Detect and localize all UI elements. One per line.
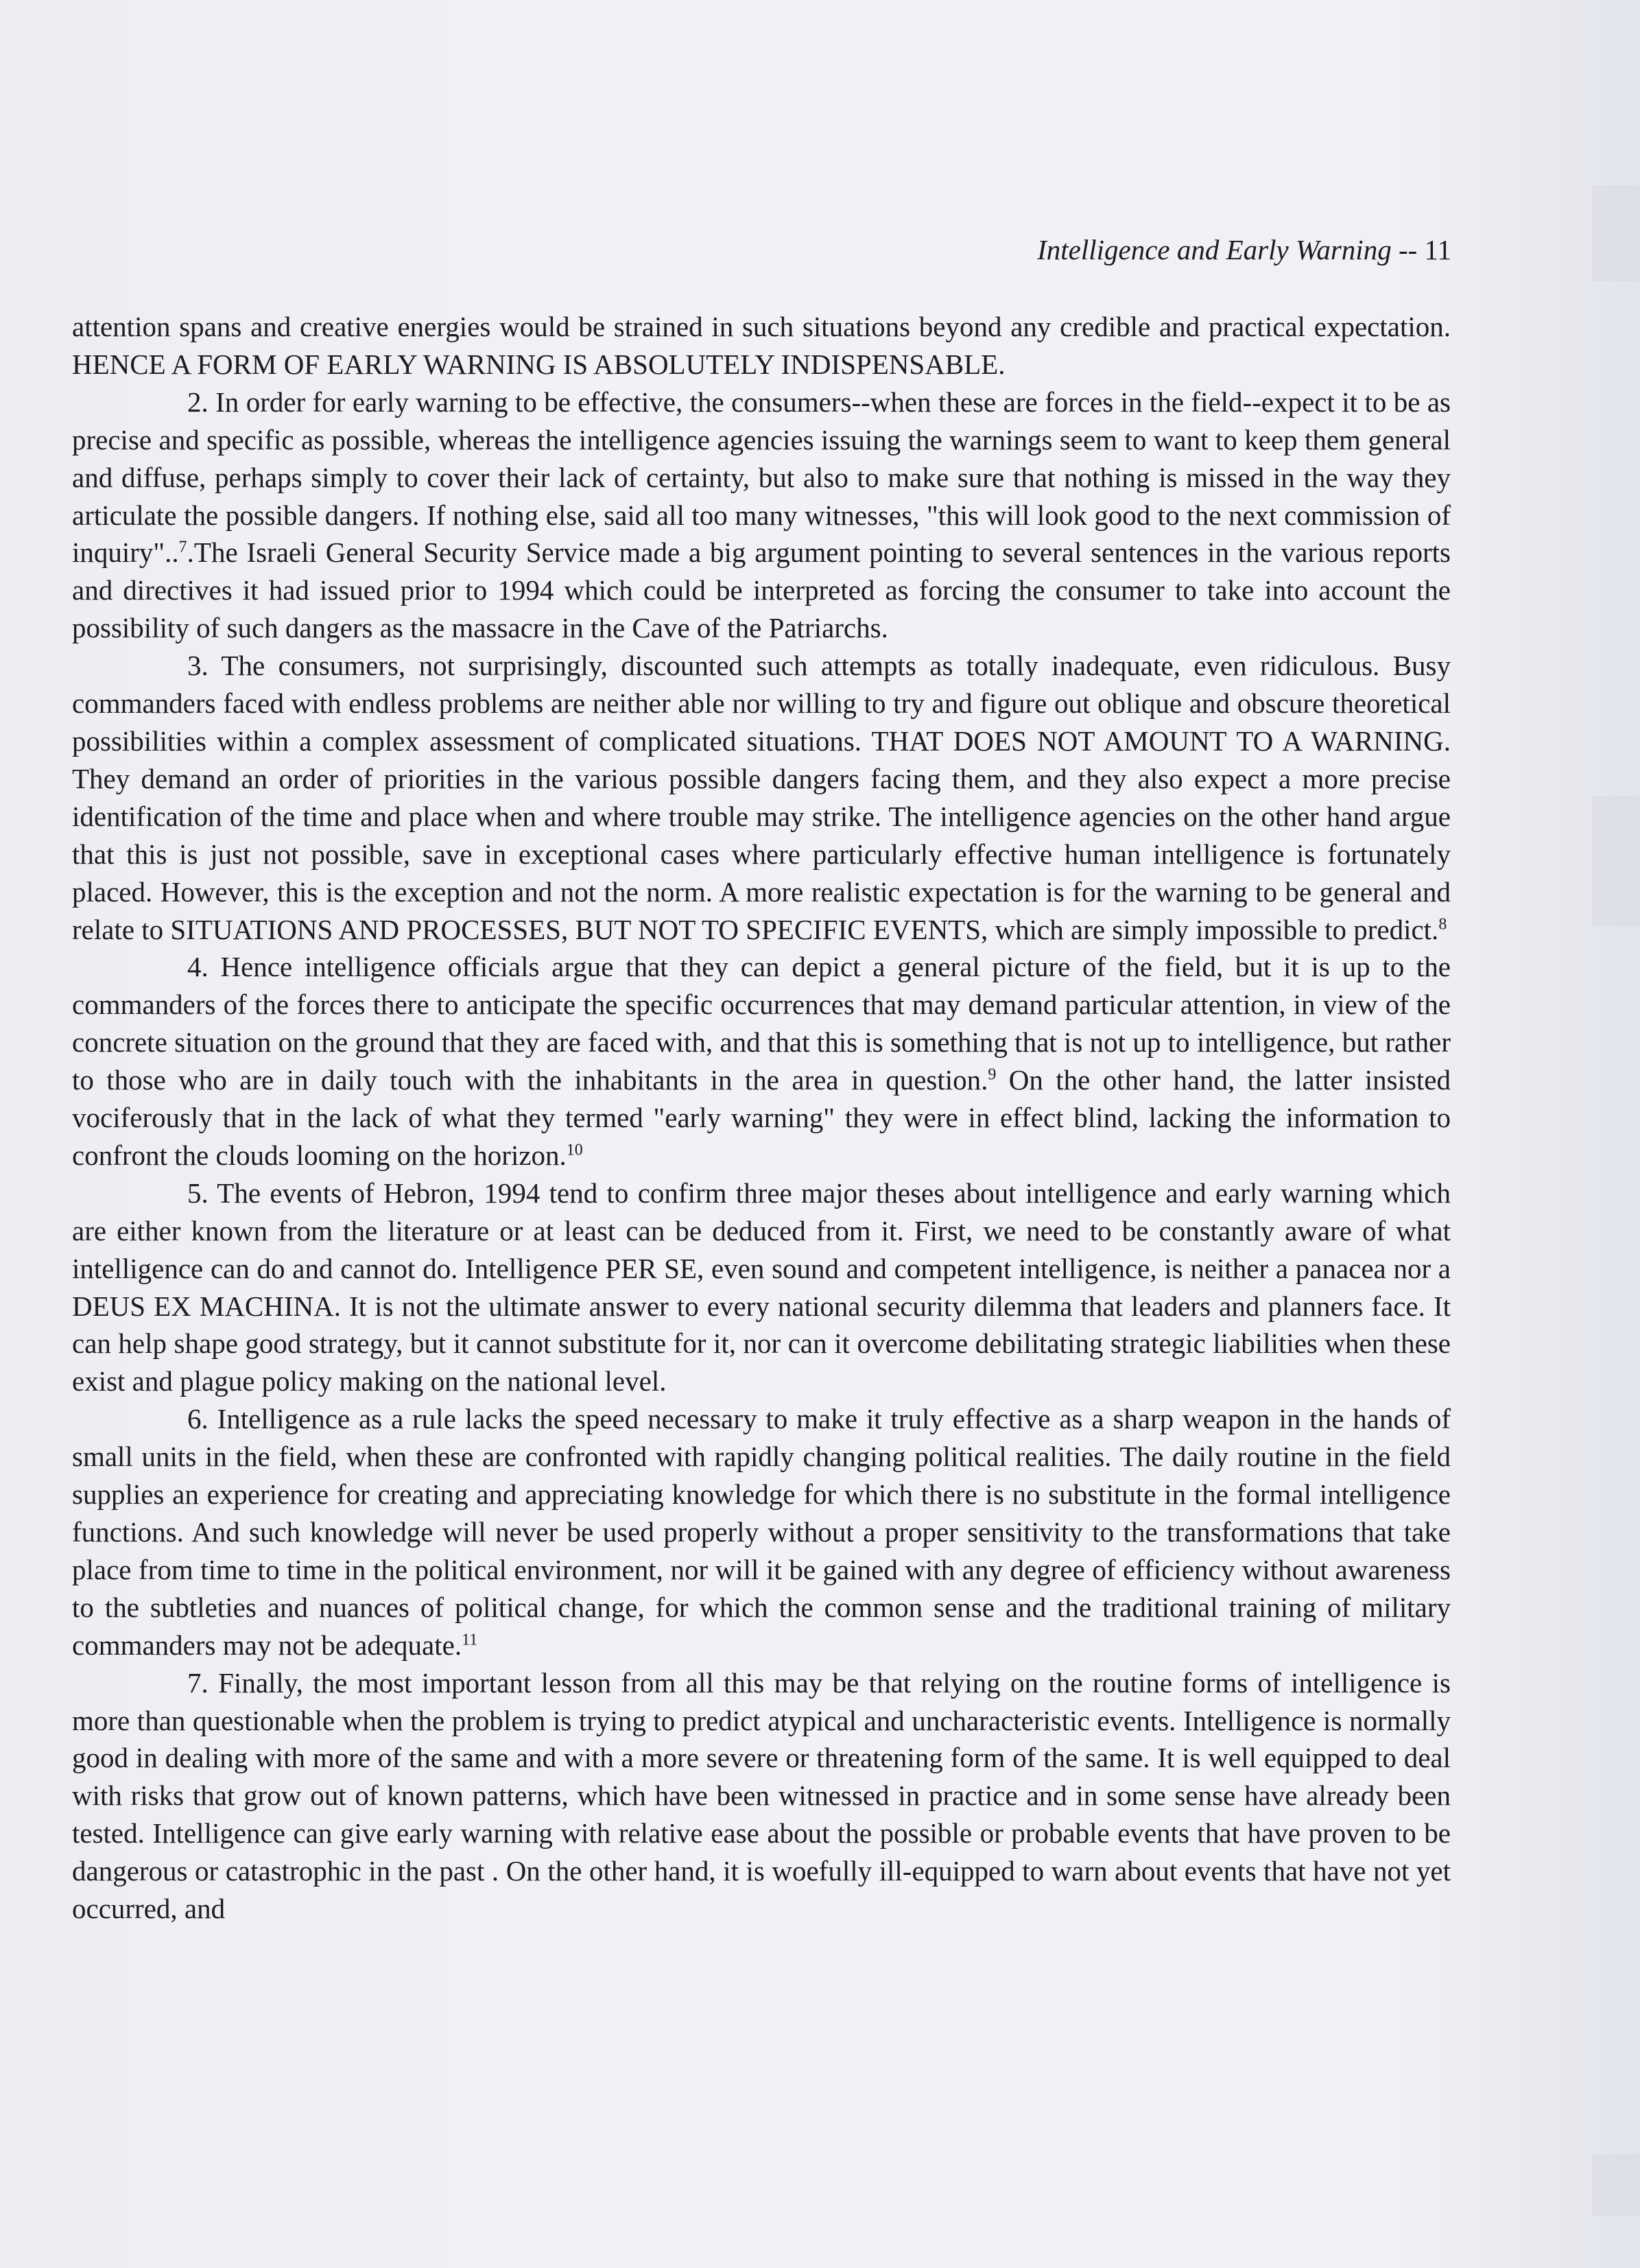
paragraph-3 [72,647,1451,948]
running-header-separator: -- [1391,234,1425,265]
paragraph-text: 5. The events of Hebron, 1994 tend to confirm three major theses about intelligence and early warning which are either known from the literature or at least can be deduced from it. First, we need to be constantly aware of what intelligence can do and cannot do. Intelligence PER SE, even sound and competent intelligence, is neither a panacea nor a DEUS EX MACHINA. It is not the ultimate answer to every national security dilemma that leaders and planners face. It can help shape good strategy, but it cannot substitute for it, nor can it overcome debilitating strategic liabilities when these exist and plague policy making on the national level. [72,1177,1451,1397]
paragraph-text: attention spans and creative energies would be strained in such situations beyond any credible and practical expectation. HENCE A FORM OF EARLY WARNING IS ABSOLUTELY INDISPENSABLE. [72,311,1451,380]
paragraph-text: On the other hand, the latter insisted vociferously that in the lack of what they termed "early warning" they were in effect blind, lacking the information to confront the clouds looming on the horizon. [72,1064,1451,1171]
body-text [72,308,1451,1928]
paragraph-2 [72,383,1451,647]
paragraph-text: 2. In order for early warning to be effective, the consumers--when these are forces in the field--expect it to be as precise and specific as possible, whereas the intelligence agencies issuing the warnings seem to want to keep them general and diffuse, perhaps simply to cover their lack of certainty, but also to make sure that nothing is missed in the way they articulate the possible dangers. If nothing else, said all too many witnesses, "this will look good to the next commission of inquiry".. [72,386,1451,569]
paragraph-1 [72,308,1451,383]
paragraph-text: 3. The consumers, not surprisingly, discounted such attempts as totally inadequate, even ridiculous. Busy commanders faced with endless problems are neither able nor willing to try and figure out oblique and obscure theoretical possibilities within a complex assessment of complicated situations. THAT DOES NOT AMOUNT TO A WARNING. They demand an order of priorities in the various possible dangers facing them, and they also expect a more precise identification of the time and place when and where trouble may strike. The intelligence agencies on the other hand argue that this is just not possible, save in exceptional cases where particularly effective human intelligence is fortunately placed. However, this is the exception and not the norm. A more realistic expectation is for the warning to be general and relate to SITUATIONS AND PROCESSES, BUT NOT TO SPECIFIC EVENTS, which are simply impossible to predict. [72,650,1451,945]
scan-edge-mark [1592,185,1640,281]
paragraph-7 [72,1664,1451,1928]
footnote-ref: 9 [988,1065,997,1084]
paragraph-text: 4. Hence intelligence officials argue that they can depict a general picture of the field, but it is up to the commanders of the forces there to anticipate the specific occurrences that may demand particular attention, in view of the concrete situation on the ground that they are faced with, and that this is something that is not up to intelligence, but rather to those who are in daily touch with the inhabitants in the area in question. [72,951,1451,1096]
paragraph-4 [72,948,1451,1174]
running-header-title: Intelligence and Early Warning [1037,234,1392,265]
footnote-ref: 10 [566,1141,583,1159]
paragraph-text: 7. Finally, the most important lesson from all this may be that relying on the routine forms of intelligence is more than questionable when the problem is trying to predict atypical and uncharacteristic events. Intelligence is normally good in dealing with more of the same and with a more severe or threatening form of the same. It is well equipped to deal with risks that grow out of known patterns, which have been witnessed in practice and in some sense have already been tested. Intelligence can give early warning with relative ease about the possible or probable events that have proven to be dangerous or catastrophic in the past . On the other hand, it is woefully ill-equipped to warn about events that have not yet occurred, and [72,1666,1451,1925]
scan-edge-mark [1592,796,1640,926]
footnote-ref: 7 [178,538,187,556]
paragraph-text: 6. Intelligence as a rule lacks the speed necessary to make it truly effective as a sharp weapon in the hands of small units in the field, when these are confronted with rapidly changing political realities. The daily routine in the field supplies an experience for creating and appreciating knowledge for which there is no substitute in the formal intelligence functions. And such knowledge will never be used properly without a proper sensitivity to the transformations that take place from time to time in the political environment, nor will it be gained with any degree of efficiency without awareness to the subtleties and nuances of political change, for which the common sense and the traditional training of military commanders may not be adequate. [72,1403,1451,1661]
running-header [0,232,1451,268]
footnote-ref: 11 [462,1631,478,1649]
paragraph-text: .The Israeli General Security Service made a big argument pointing to several sentences in the various reports and directives it had issued prior to 1994 which could be interpreted as forcing the consumer to take into account the possibility of such dangers as the massacre in the Cave of the Patriarchs. [72,536,1451,644]
paragraph-6 [72,1400,1451,1664]
page-number: 11 [1424,234,1451,265]
scan-edge-mark [1592,2154,1640,2216]
footnote-ref: 8 [1438,914,1447,933]
paragraph-5 [72,1174,1451,1400]
